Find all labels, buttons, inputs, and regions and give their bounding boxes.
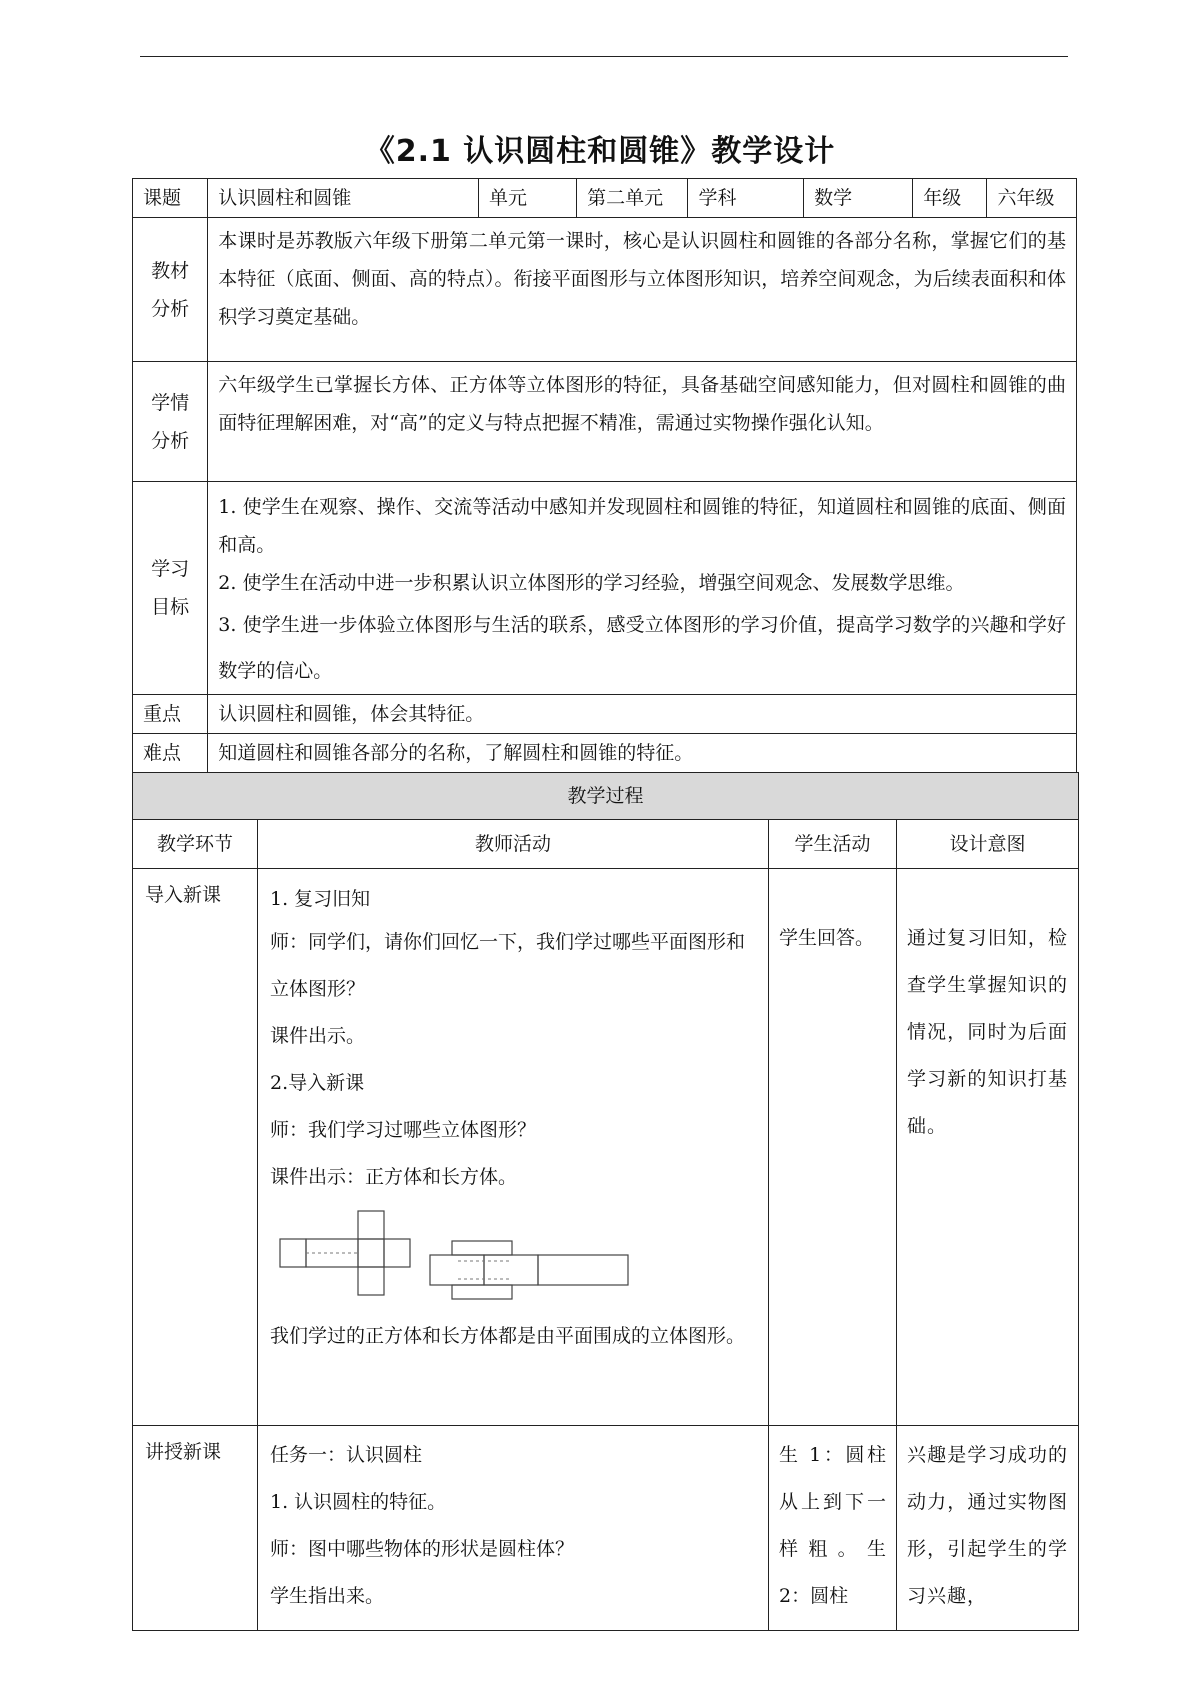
net-face (452, 1285, 512, 1299)
teaching-process-table (132, 772, 1079, 1631)
label-line: 教材 (151, 259, 190, 282)
key-point-label: 重点 (133, 695, 208, 734)
teacher-line: 学生指出来。 (270, 1585, 385, 1607)
subject-label: 学科 (688, 179, 804, 218)
goal-item: 1. 使学生在观察、操作、交流等活动中感知并发现圆柱和圆锥的特征，知道圆柱和圆锥的底面、侧面和高。 (218, 496, 1066, 556)
cube-cuboid-nets-figure (270, 1201, 756, 1313)
net-face (384, 1239, 410, 1267)
column-header: 教师活动 (258, 820, 769, 869)
segment-name: 讲授新课 (133, 1426, 258, 1631)
grade-label: 年级 (913, 179, 987, 218)
goals-row (133, 482, 1077, 695)
difficult-point-text: 知道圆柱和圆锥各部分的名称，了解圆柱和圆锥的特征。 (208, 734, 1077, 773)
topic-value: 认识圆柱和圆锥 (208, 179, 479, 218)
teacher-line: 师：图中哪些物体的形状是圆柱体？ (270, 1538, 575, 1560)
student-activity: 学生回答。 (769, 869, 897, 1426)
label-line: 分析 (151, 429, 190, 452)
teacher-activity (258, 869, 769, 1426)
subject-value: 数学 (804, 179, 913, 218)
topic-label: 课题 (133, 179, 208, 218)
process-heading: 教学过程 (133, 773, 1079, 820)
teacher-line: 2.导入新课 (270, 1072, 365, 1094)
key-point-text: 认识圆柱和圆锥，体会其特征。 (208, 695, 1077, 734)
teacher-activity (258, 1426, 769, 1631)
teacher-line: 课件出示：正方体和长方体。 (270, 1166, 518, 1188)
goals-text (208, 482, 1077, 695)
grade-value: 六年级 (987, 179, 1077, 218)
column-header-row (133, 820, 1079, 869)
textbook-analysis-label (133, 218, 208, 362)
process-row-intro (133, 869, 1079, 1426)
label-line: 学习 (151, 558, 190, 580)
goals-label (133, 482, 208, 695)
net-face (280, 1239, 306, 1267)
goal-item: 2. 使学生在活动中进一步积累认识立体图形的学习经验，增强空间观念、发展数学思维。 (218, 572, 965, 594)
info-row (133, 179, 1077, 218)
difficult-point-label: 难点 (133, 734, 208, 773)
goal-item: 3. 使学生进一步体验立体图形与生活的联系，感受立体图形的学习价值，提高学习数学的兴趣和学好数学的信心。 (218, 614, 1066, 682)
segment-name: 导入新课 (133, 869, 258, 1426)
student-analysis-label (133, 362, 208, 482)
key-point-row (133, 695, 1077, 734)
nets-diagram (270, 1201, 690, 1313)
net-face (484, 1255, 538, 1285)
label-line: 目标 (151, 596, 190, 618)
lesson-info-table (132, 178, 1077, 773)
column-header: 学生活动 (769, 820, 897, 869)
net-face (452, 1241, 512, 1255)
net-face (358, 1211, 384, 1239)
difficult-point-row (133, 734, 1077, 773)
label-line: 学情 (151, 391, 190, 414)
design-intent: 兴趣是学习成功的动力，通过实物图形，引起学生的学习兴趣， (897, 1426, 1079, 1631)
net-face (538, 1255, 628, 1285)
teacher-line: 任务一：认识圆柱 (270, 1444, 423, 1466)
design-intent: 通过复习旧知，检查学生掌握知识的情况，同时为后面学习新的知识打基础。 (897, 869, 1079, 1426)
student-analysis-row (133, 362, 1077, 482)
header-rule (140, 56, 1068, 57)
column-header: 设计意图 (897, 820, 1079, 869)
student-activity: 生 1：圆柱从上到下一样粗。生 2：圆柱 (769, 1426, 897, 1631)
label-line: 分析 (151, 297, 190, 320)
column-header: 教学环节 (133, 820, 258, 869)
teacher-line: 师：我们学习过哪些立体图形？ (270, 1119, 537, 1141)
teacher-line: 课件出示。 (270, 1025, 366, 1047)
unit-value: 第二单元 (577, 179, 688, 218)
textbook-analysis-row (133, 218, 1077, 362)
teacher-line: 1. 认识圆柱的特征。 (270, 1491, 447, 1513)
page-title: 《2.1 认识圆柱和圆锥》教学设计 (364, 134, 836, 169)
unit-label: 单元 (478, 179, 576, 218)
teacher-line: 师：同学们，请你们回忆一下，我们学过哪些平面图形和立体图形？ (270, 931, 746, 1000)
teacher-line: 1. 复习旧知 (270, 888, 371, 910)
process-heading-row (133, 773, 1079, 820)
process-row-new-lesson (133, 1426, 1079, 1631)
net-face (430, 1255, 484, 1285)
textbook-analysis-text: 本课时是苏教版六年级下册第二单元第一课时，核心是认识圆柱和圆锥的各部分名称，掌握它们的基本特征（底面、侧面、高的特点）。衔接平面图形与立体图形知识，培养空间观念，为后续表面积和体积学习奠定基础。 (208, 218, 1077, 362)
net-face (358, 1239, 384, 1267)
net-face (358, 1267, 384, 1295)
teacher-line: 我们学过的正方体和长方体都是由平面围成的立体图形。 (270, 1325, 746, 1347)
student-analysis-text: 六年级学生已掌握长方体、正方体等立体图形的特征，具备基础空间感知能力，但对圆柱和圆锥的曲面特征理解困难，对“高”的定义与特点把握不精准，需通过实物操作强化认知。 (208, 362, 1077, 482)
